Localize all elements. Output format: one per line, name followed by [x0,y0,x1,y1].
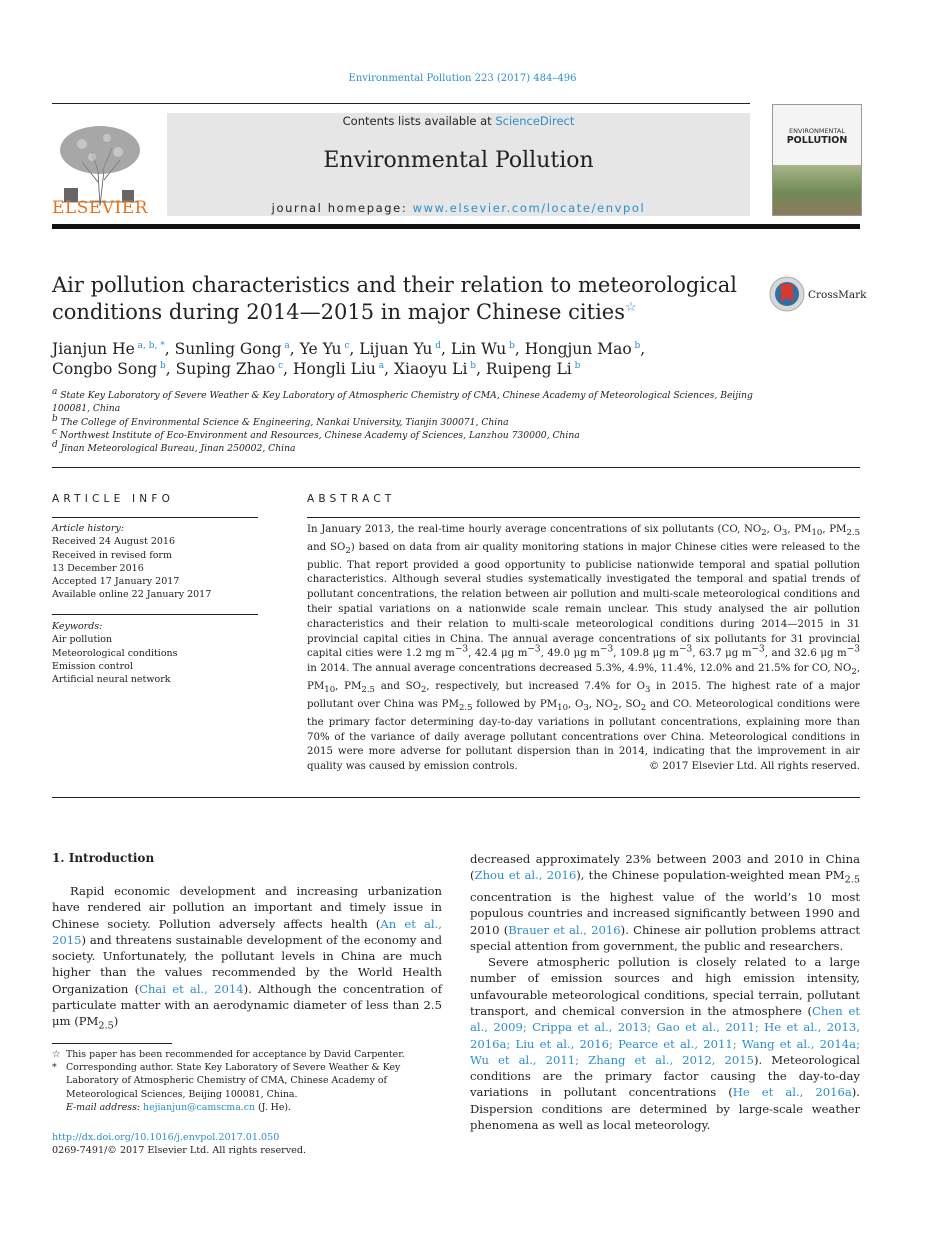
author-name[interactable]: Suping Zhao [175,360,276,378]
affiliation-item [52,442,772,455]
ref-link[interactable]: An et al., 2015 [52,916,442,947]
author-affiliation-sup[interactable]: a [281,340,290,351]
author-name[interactable]: Ye Yu [299,340,342,358]
affiliation-text: State Key Laboratory of Severe Weather & Key Laboratory of Atmospheric Chemistry of CMA, Chinese Academy of Meteorological Sciences, Beijing 100081, China [52,390,753,415]
intro-paragraph-1: Rapid economic development and increasing urbanization have rendered air pollution an important and timely issue in Chinese society. Pollution adversely affects health (An et al., 2015) and threatens sustainable development of the economy and society. Unfortunately, the pollutant levels in China are much higher than the values recommended by the World Health Organization (Chai et al., 2014). Although the concentration of particulate matter with an aerodynamic diameter of less than 2.5 μm $(PM_{2.5})$ [52,884,442,1032]
email-suffix: (J. He). [255,1101,292,1113]
header-thick-divider [52,224,860,229]
email-link[interactable]: hejianjun@camscma.cn [143,1101,256,1113]
author-affiliation-sup[interactable]: b [467,360,477,371]
author-affiliation-sup[interactable]: d [432,340,441,351]
cover-title-line2: POLLUTION [786,135,848,146]
history-item: Received 24 August 2016 [52,536,176,548]
keyword-item: Meteorological conditions [52,647,178,659]
author-name[interactable]: Lin Wu [450,340,507,358]
article-title [52,272,752,326]
affiliations [52,386,772,455]
elsevier-wordmark: ELSEVIER [52,198,148,218]
footnote-divider [52,1043,172,1044]
keyword-item: Artificial neural network [52,674,171,686]
ref-link[interactable]: Zhou et al., 2016 [474,868,577,883]
footnote-corresponding: * Corresponding author. State Key Laboratory of Severe Weather & Key Laboratory of Atmospheric Chemistry of CMA, Chinese Academy of Meteorological Sciences, Beijing 100081, China. [52,1062,401,1100]
contents-line [167,114,750,128]
divider-3 [52,797,860,798]
author-list: Jianjun He $^{a, b, *}$, Sunling Gong $^a$, Ye Yu $^c$, Lijuan Yu $^d$, Lin Wu $^b$, Hongjun Mao $^b$, Congbo Song $^b$, Suping Zhao $^c$, Hongli Liu $^a$, Xiaoyu Li $^b$, Ruipeng Li $^b$ [52,340,646,378]
journal-citation[interactable]: Environmental Pollution 223 (2017) 484–496 [348,73,577,84]
cover-title-line1: ENVIRONMENTAL [789,127,845,135]
author-name[interactable]: Sunling Gong [174,340,282,358]
author-affiliation-sup[interactable]: c [275,360,284,371]
divider-2 [52,467,860,468]
sciencedirect-link[interactable]: ScienceDirect [495,114,575,128]
author-affiliation-sup[interactable]: a, b, * [134,340,165,351]
author-affiliation-sup[interactable]: c [341,340,350,351]
title-footnote-star[interactable]: ☆ [625,300,637,315]
affiliation-text: Jinan Meteorological Bureau, Jinan 250002, China [60,443,296,455]
ref-link[interactable]: Chen et al., 2009; Crippa et al., 2013; Gao et al., 2011; He et al., 2013, 2016a; Liu et al., 2016; Pearce et al., 2011; Wang et al., 2014a; Wu et al., 2011; Zhang et al., 2012, 2015 [470,1003,860,1067]
journal-name: Environmental Pollution [323,148,594,173]
doi-link[interactable]: http://dx.doi.org/10.1016/j.envpol.2017.01.050 [52,1132,280,1143]
history-item: Accepted 17 January 2017 [52,576,180,588]
author-name[interactable]: Hongjun Mao [524,340,632,358]
affiliation-sup: b [52,413,61,424]
ref-link[interactable]: He et al., 2016a [732,1085,852,1100]
article-history [52,522,258,602]
title-line-2: conditions during 2014—2015 in major Chinese cities [52,300,625,324]
email-label: E-mail address: [66,1101,144,1113]
issn-copyright: 0269-7491/© 2017 Elsevier Ltd. All rights reserved. [52,1145,307,1156]
author-name[interactable]: Ruipeng Li [485,360,572,378]
homepage-line [167,201,750,215]
history-item: 13 December 2016 [52,562,144,574]
intro-paragraph-1-cont: decreased approximately 23% between 2003 and 2010 in China (Zhou et al., 2016), the Chinese population-weighted mean $PM_{2.5}$ concentration is the highest value of the world’s 10 most populous countries and increased significantly between 1990 and 2010 (Brauer et al., 2016). Chinese air pollution problems attract special attention from government, the public and researchers. [470,852,861,953]
footnotes [52,1048,442,1114]
footnote-star-text: This paper has been recommended for acceptance by David Carpenter. [66,1049,405,1060]
keywords [52,620,258,686]
keyword-item: Emission control [52,660,133,672]
crossmark-button[interactable] [769,276,867,316]
ref-link[interactable]: Brauer et al., 2016 [508,922,621,937]
affiliation-sup: a [52,386,61,397]
author-affiliation-sup[interactable]: b [571,360,581,371]
abstract-text: In January 2013, the real-time hourly average concentrations of six pollutants (CO, $NO_2$, $O_3$, $PM_{10}$, $PM_{2.5}$ and $SO_2$) based on data from air quality monitoring stations in major Chinese cities were released to the public. That report provided a good opportunity to publicise nationwide temporal and spatial pollution characteristics. Although several studies systematically investigated the temporal and spatial trends of pollutant concentrations, the relation between air pollution and multi-scale meteorological conditions and their spatial variations on a nationwide scale remain unclear. This study analysed the air pollution characteristics and their relation to multi-scale meteorological conditions during 2014—2015 in 31 provincial capital cities in China. The annual average concentrations of six pollutants for 31 provincial capital cities were 1.2 mg $m^{-3}$, 42.4 μg $m^{-3}$, 49.0 μg $m^{-3}$, 109.8 μg $m^{-3}$, 63.7 μg $m^{-3}$, and 32.6 μg $m^{-3}$ in 2014. The annual average concentrations decreased 5.3%, 4.9%, 11.4%, 12.0% and 21.5% for CO, $NO_2$, $PM_{10}$, $PM_{2.5}$ and $SO_2$, respectively, but increased 7.4% for $O_3$ in 2015. The highest rate of a major pollutant over China was $PM_{2.5}$ followed by $PM_{10}$, $O_3$, $NO_2$, $SO_2$ and CO. Meteorological conditions were the primary factor determining day-to-day variations in pollutant concentrations, explaining more than 70% of the variance of daily average pollutant concentrations over China. Meteorological conditions in 2015 were more adverse for pollutant dispersion than in 2014, indicating that the improvement in air quality was caused by emission controls. [307,524,861,773]
footnote-star: ☆ This paper has been recommended for acceptance by David Carpenter. [52,1049,405,1060]
crossmark-icon [769,276,805,312]
author-name[interactable]: Jianjun He [52,340,135,358]
keywords-label: Keywords: [52,621,103,632]
author-name[interactable]: Lijuan Yu [359,340,433,358]
affiliation-sup: c [52,426,60,437]
footnote-corresponding-text: Corresponding author. State Key Laboratory of Severe Weather & Key Laboratory of Atmospheric Chemistry of CMA, Chinese Academy of Meteorological Sciences, Beijing 100081, China. [66,1062,401,1100]
crossmark-label: CrossMark [808,289,867,301]
ref-link[interactable]: Chai et al., 2014 [139,981,244,996]
history-item: Available online 22 January 2017 [52,589,212,601]
author-affiliation-sup[interactable]: a [375,360,385,371]
section-heading-introduction: 1. Introduction [52,851,155,865]
history-label: Article history: [52,523,124,534]
homepage-prefix: journal homepage: [271,201,413,215]
info-divider-1 [52,517,258,518]
author-affiliation-sup[interactable]: b [157,360,166,371]
cover-photo [773,165,861,215]
intro-paragraph-2: Severe atmospheric pollution is closely related to a large number of emission sources and high emission intensity, unfavourable meteorological conditions, special terrain, pollutant transport, and chemical conversion in the atmosphere (Chen et al., 2009; Crippa et al., 2013; Gao et al., 2011; He et al., 2013, 2016a; Liu et al., 2016; Pearce et al., 2011; Wang et al., 2014a; Wu et al., 2011; Zhang et al., 2012, 2015). Meteorological conditions are the primary factor causing the day-to-day variations in pollutant concentrations (He et al., 2016a). Dispersion conditions are determined by large-scale weather phenomena as well as local meteorology. [470,955,860,1133]
author-affiliation-sup[interactable]: b [631,340,641,351]
affiliation-text: The College of Environmental Science & Engineering, Nankai University, Tianjin 300071, China [60,416,509,428]
top-divider [52,103,750,104]
contents-prefix: Contents lists available at [342,114,496,128]
article-info-heading: ARTICLE INFO [52,493,175,505]
body-column-left [52,883,442,1035]
affiliation-item [52,386,772,416]
title-line-1: Air pollution characteristics and their relation to meteorological [52,273,738,297]
author-name[interactable]: Congbo Song [52,360,158,378]
footnote-email [52,1101,442,1114]
journal-cover-image [772,104,862,216]
affiliation-item [52,426,772,442]
abstract-copyright: © 2017 Elsevier Ltd. All rights reserved. [648,761,860,772]
abstract-heading: ABSTRACT [307,493,396,505]
author-name[interactable]: Hongli Liu [293,360,376,378]
body-column-right [470,851,860,1133]
affiliation-text: Northwest Institute of Eco-Environment and Resources, Chinese Academy of Sciences, Lanzhou 730000, China [59,429,580,441]
info-divider-2 [52,614,258,615]
affiliation-sup: d [52,440,61,451]
affiliation-item [52,413,772,429]
author-affiliation-sup[interactable]: b [506,340,515,351]
author-name[interactable]: Xiaoyu Li [393,360,468,378]
keyword-item: Air pollution [52,634,113,646]
homepage-link[interactable]: www.elsevier.com/locate/envpol [412,201,646,215]
abstract-divider [307,517,860,518]
history-item: Received in revised form [52,549,172,561]
